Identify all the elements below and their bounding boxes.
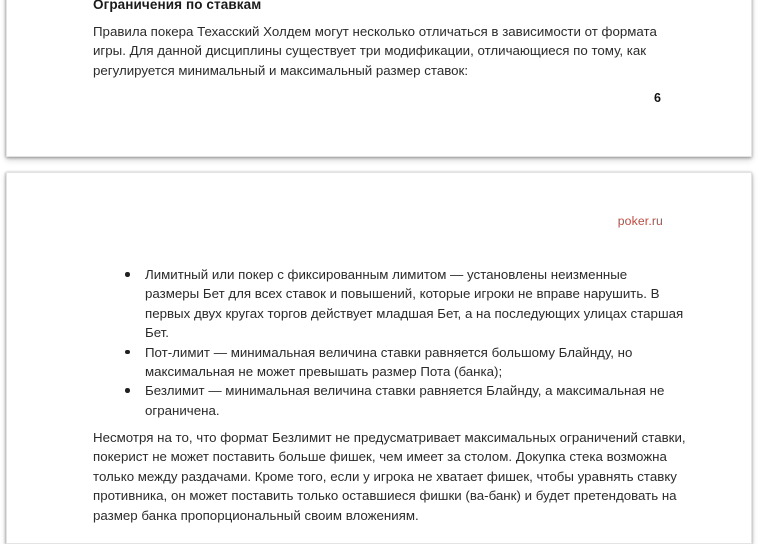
intro-paragraph: Правила покера Техасский Холдем могут несколько отличаться в зависимости от формата игры. Для данной дисциплины существует три модификации, отличающиеся по тому, как регулируется минимальный и максимальный размер ставок: xyxy=(93,24,657,78)
list-item xyxy=(119,265,685,343)
section-heading: Ограничения по ставкам xyxy=(93,0,262,12)
page-2-content xyxy=(7,173,751,543)
list-item-text: Безлимит — минимальная величина ставки равняется Блайнду, а максимальная не ограничена. xyxy=(145,383,665,418)
site-watermark: poker.ru xyxy=(617,214,663,228)
page-1-content xyxy=(7,0,751,156)
bullet-dot-icon xyxy=(125,388,130,393)
list-item xyxy=(119,343,685,382)
betting-limits-list xyxy=(119,265,685,420)
document-page-2 xyxy=(6,172,752,544)
page-number: 6 xyxy=(654,91,661,105)
list-item xyxy=(119,381,685,420)
list-item-text: Лимитный или покер с фиксированным лимитом — установлены неизменные размеры Бет для всех ставок и повышений, которые игроки не вправе нарушить. В первых двух кругах торгов действует младшая Бет, а на последующих улицах старшая Бет. xyxy=(145,267,684,341)
bullet-dot-icon xyxy=(125,272,130,277)
outro-paragraph: Несмотря на то, что формат Безлимит не предусматривает максимальных ограничений ставки, покерист не может поставить больше фишек, чем имеет за столом. Докупка стека возможна только между раздачами. Кроме того, если у игрока не хватает фишек, чтобы уравнять ставку противника, он может поставить только оставшиеся фишки (ва-банк) и будет претендовать на размер банка пропорциональный своим вложениям. xyxy=(93,430,686,523)
bullet-dot-icon xyxy=(125,350,130,355)
document-page-1 xyxy=(6,0,752,157)
list-item-text: Пот-лимит — минимальная величина ставки равняется большому Блайнду, но максимальная не может превышать размер Пота (банка); xyxy=(145,344,633,380)
